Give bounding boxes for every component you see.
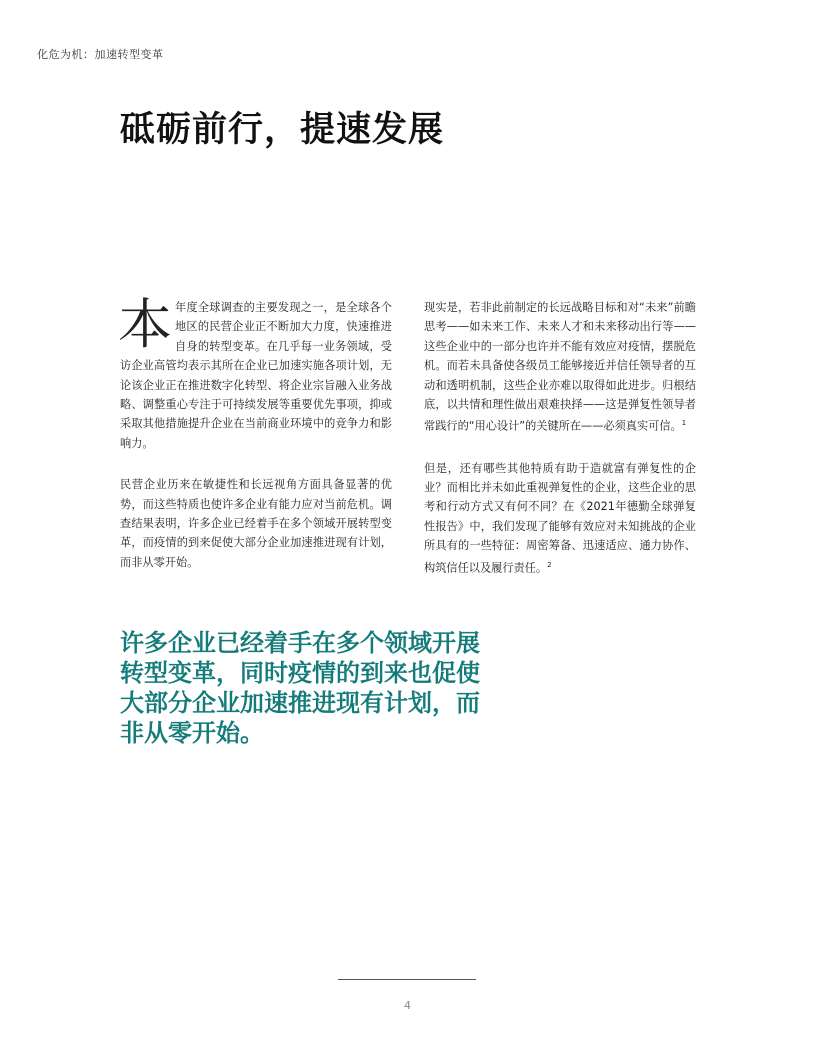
body-column-right <box>424 298 696 600</box>
page-title: 砥砺前行，提速发展 <box>120 110 445 150</box>
running-head: 化危为机：加速转型变革 <box>37 48 164 61</box>
page-number: 4 <box>404 999 411 1012</box>
body-column-left <box>118 293 392 594</box>
intro-paragraph-text: 年度全球调查的主要发现之一，是全球各个地区的民营企业正不断加大力度，快速推进自身的转型变革。在几乎每一业务领域，受访企业高管均表示其所在企业已加速实施各项计划，无论该企业正在推进数字化转型、将企业宗旨融入业务战略、调整重心专注于可持续发展等重要优先事项，抑或采取其他措施提升企业在当前商业环境中的竞争力和影响力。 <box>120 301 392 450</box>
body-paragraph-text: 但是，还有哪些其他特质有助于造就富有弹复性的企业？而相比并未如此重视弹复性的企业，这些企业的思考和行动方式又有何不同？在《2021年德勤全球弹复性报告》中，我们发现了能够有效应对未知挑战的企业所具有的一些特征：周密筹备、迅速适应、通力协作、构筑信任以及履行责任。 <box>424 461 696 575</box>
body-paragraph-text: 现实是，若非此前制定的长远战略目标和对“未来”前瞻思考——如未来工作、未来人才和未来移动出行等——这些企业中的一部分也许并不能有效应对疫情，摆脱危机。而若未具备使各级员工能够接近并信任领导者的互动和透明机制，这些企业亦难以取得如此进步。归根结底，以共情和理性做出艰难抉择——这是弹复性领导者常践行的“用心设计”的关键所在——必须真实可信。 <box>424 301 696 434</box>
footnote-ref[interactable]: 2 <box>547 560 552 569</box>
footer-divider <box>338 979 476 980</box>
body-paragraph <box>424 298 696 437</box>
intro-paragraph <box>118 293 392 453</box>
drop-cap: 本 <box>118 293 172 356</box>
pull-quote: 许多企业已经着手在多个领域开展转型变革，同时疫情的到来也促使大部分企业加速推进现有计划，而非从零开始。 <box>120 629 480 747</box>
footnote-ref[interactable]: 1 <box>681 419 687 428</box>
body-paragraph: 民营企业历来在敏捷性和长远视角方面具备显著的优势，而这些特质也使许多企业有能力应对当前危机。调查结果表明，许多企业已经着手在多个领域开展转型变革，而疫情的到来促使大部分企业加速推进现有计划，而非从零开始。 <box>120 478 392 569</box>
body-paragraph <box>424 459 696 578</box>
